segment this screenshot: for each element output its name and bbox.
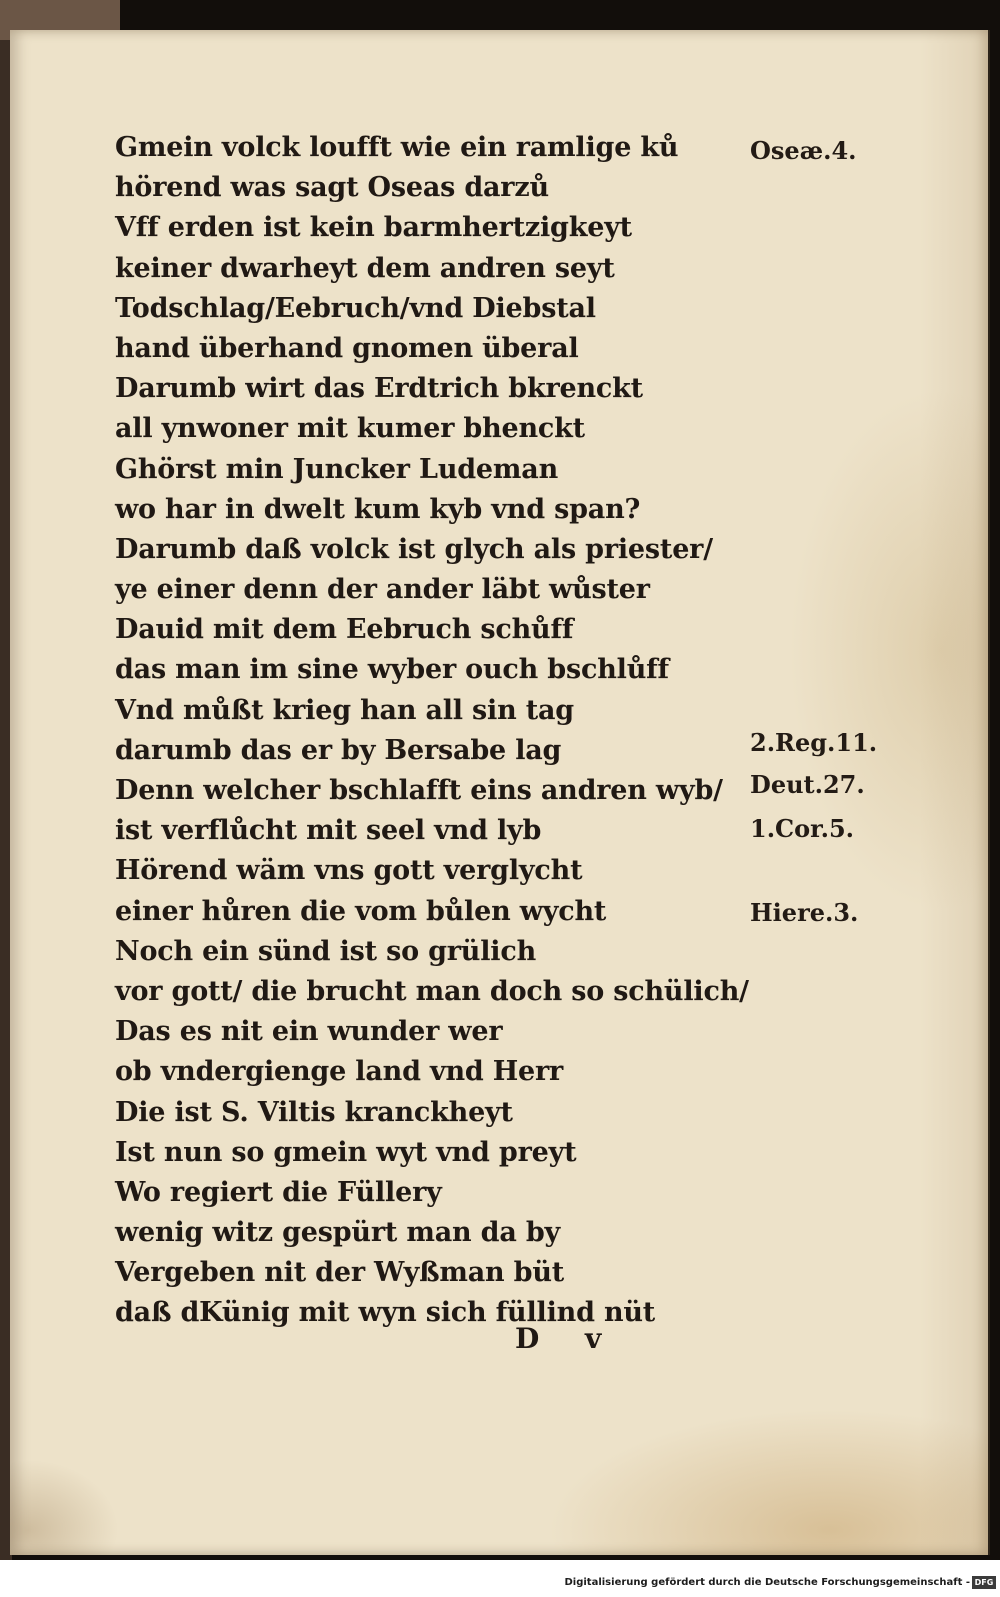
verse-line: darumb das er by Bersabe lag — [115, 734, 562, 766]
verse-line: wenig witz gespürt man da by — [115, 1217, 560, 1249]
verse-line: Denn welcher bschlafft eins andren wyb/ — [115, 775, 723, 806]
verse-line: Dauid mit dem Eebruch schůff — [115, 614, 574, 646]
verse-line: Ghörst min Juncker Ludeman — [115, 453, 559, 485]
dfg-logo-icon: DFG — [972, 1576, 996, 1589]
signature-mark: D v — [515, 1322, 620, 1355]
verse-line: all ynwoner mit kumer bhenckt — [115, 413, 585, 445]
verse-line: Darumb wirt das Erdtrich bkrenckt — [115, 373, 643, 405]
margin-note-osea: Oseæ.4. — [750, 136, 857, 165]
verse-line: keiner dwarheyt dem andren seyt — [115, 252, 615, 284]
verse-line: Das es nit ein wunder wer — [115, 1016, 503, 1048]
verse-line: Darumb daß volck ist glych als priester/ — [115, 533, 713, 565]
verse-line: Vergeben nit der Wyßman büt — [115, 1257, 565, 1289]
verse-line: daß dKünig mit wyn sich füllind nüt — [115, 1297, 656, 1329]
page-edge-stain — [920, 30, 990, 1555]
verse-line: Todschlag/Eebruch/vnd Diebstal — [115, 292, 596, 324]
verse-line: Hörend wäm vns gott verglycht — [115, 855, 583, 887]
verse-line: Vff erden ist kein barmhertzigkeyt — [115, 212, 632, 244]
verse-line: ye einer denn der ander läbt wůster — [115, 574, 650, 606]
verse-line: Ist nun so gmein wyt vnd preyt — [115, 1136, 577, 1168]
margin-note-cor: 1.Cor.5. — [750, 814, 855, 843]
verse-line: das man im sine wyber ouch bschlůff — [115, 654, 669, 686]
verse-line: einer hůren die vom bůlen wycht — [115, 895, 607, 927]
verse-line: hand überhand gnomen überal — [115, 332, 579, 364]
margin-note-reg: 2.Reg.11. — [750, 728, 878, 757]
margin-note-deut: Deut.27. — [750, 770, 865, 799]
verse-text-block — [115, 128, 749, 1334]
verse-line: Gmein volck loufft wie ein ramlige ků — [115, 132, 679, 163]
funding-credit: Digitalisierung gefördert durch die Deutsche Forschungsgemeinschaft - — [564, 1577, 970, 1588]
verse-line: Vnd můßt krieg han all sin tag — [115, 694, 574, 726]
verse-line: vor gott/ die brucht man doch so schülich/ — [115, 975, 749, 1007]
verse-line: ist verflůcht mit seel vnd lyb — [115, 815, 542, 847]
margin-note-hiere: Hiere.3. — [750, 898, 859, 927]
verse-line: Wo regiert die Füllery — [115, 1176, 442, 1208]
verse-line: Die ist S. Viltis kranckheyt — [115, 1096, 513, 1128]
verse-line: wo har in dwelt kum kyb vnd span? — [115, 493, 641, 525]
verse-line: hörend was sagt Oseas darzů — [115, 172, 549, 204]
verse-line: ob vndergienge land vnd Herr — [115, 1056, 564, 1088]
verse-line: Noch ein sünd ist so grülich — [115, 935, 537, 967]
